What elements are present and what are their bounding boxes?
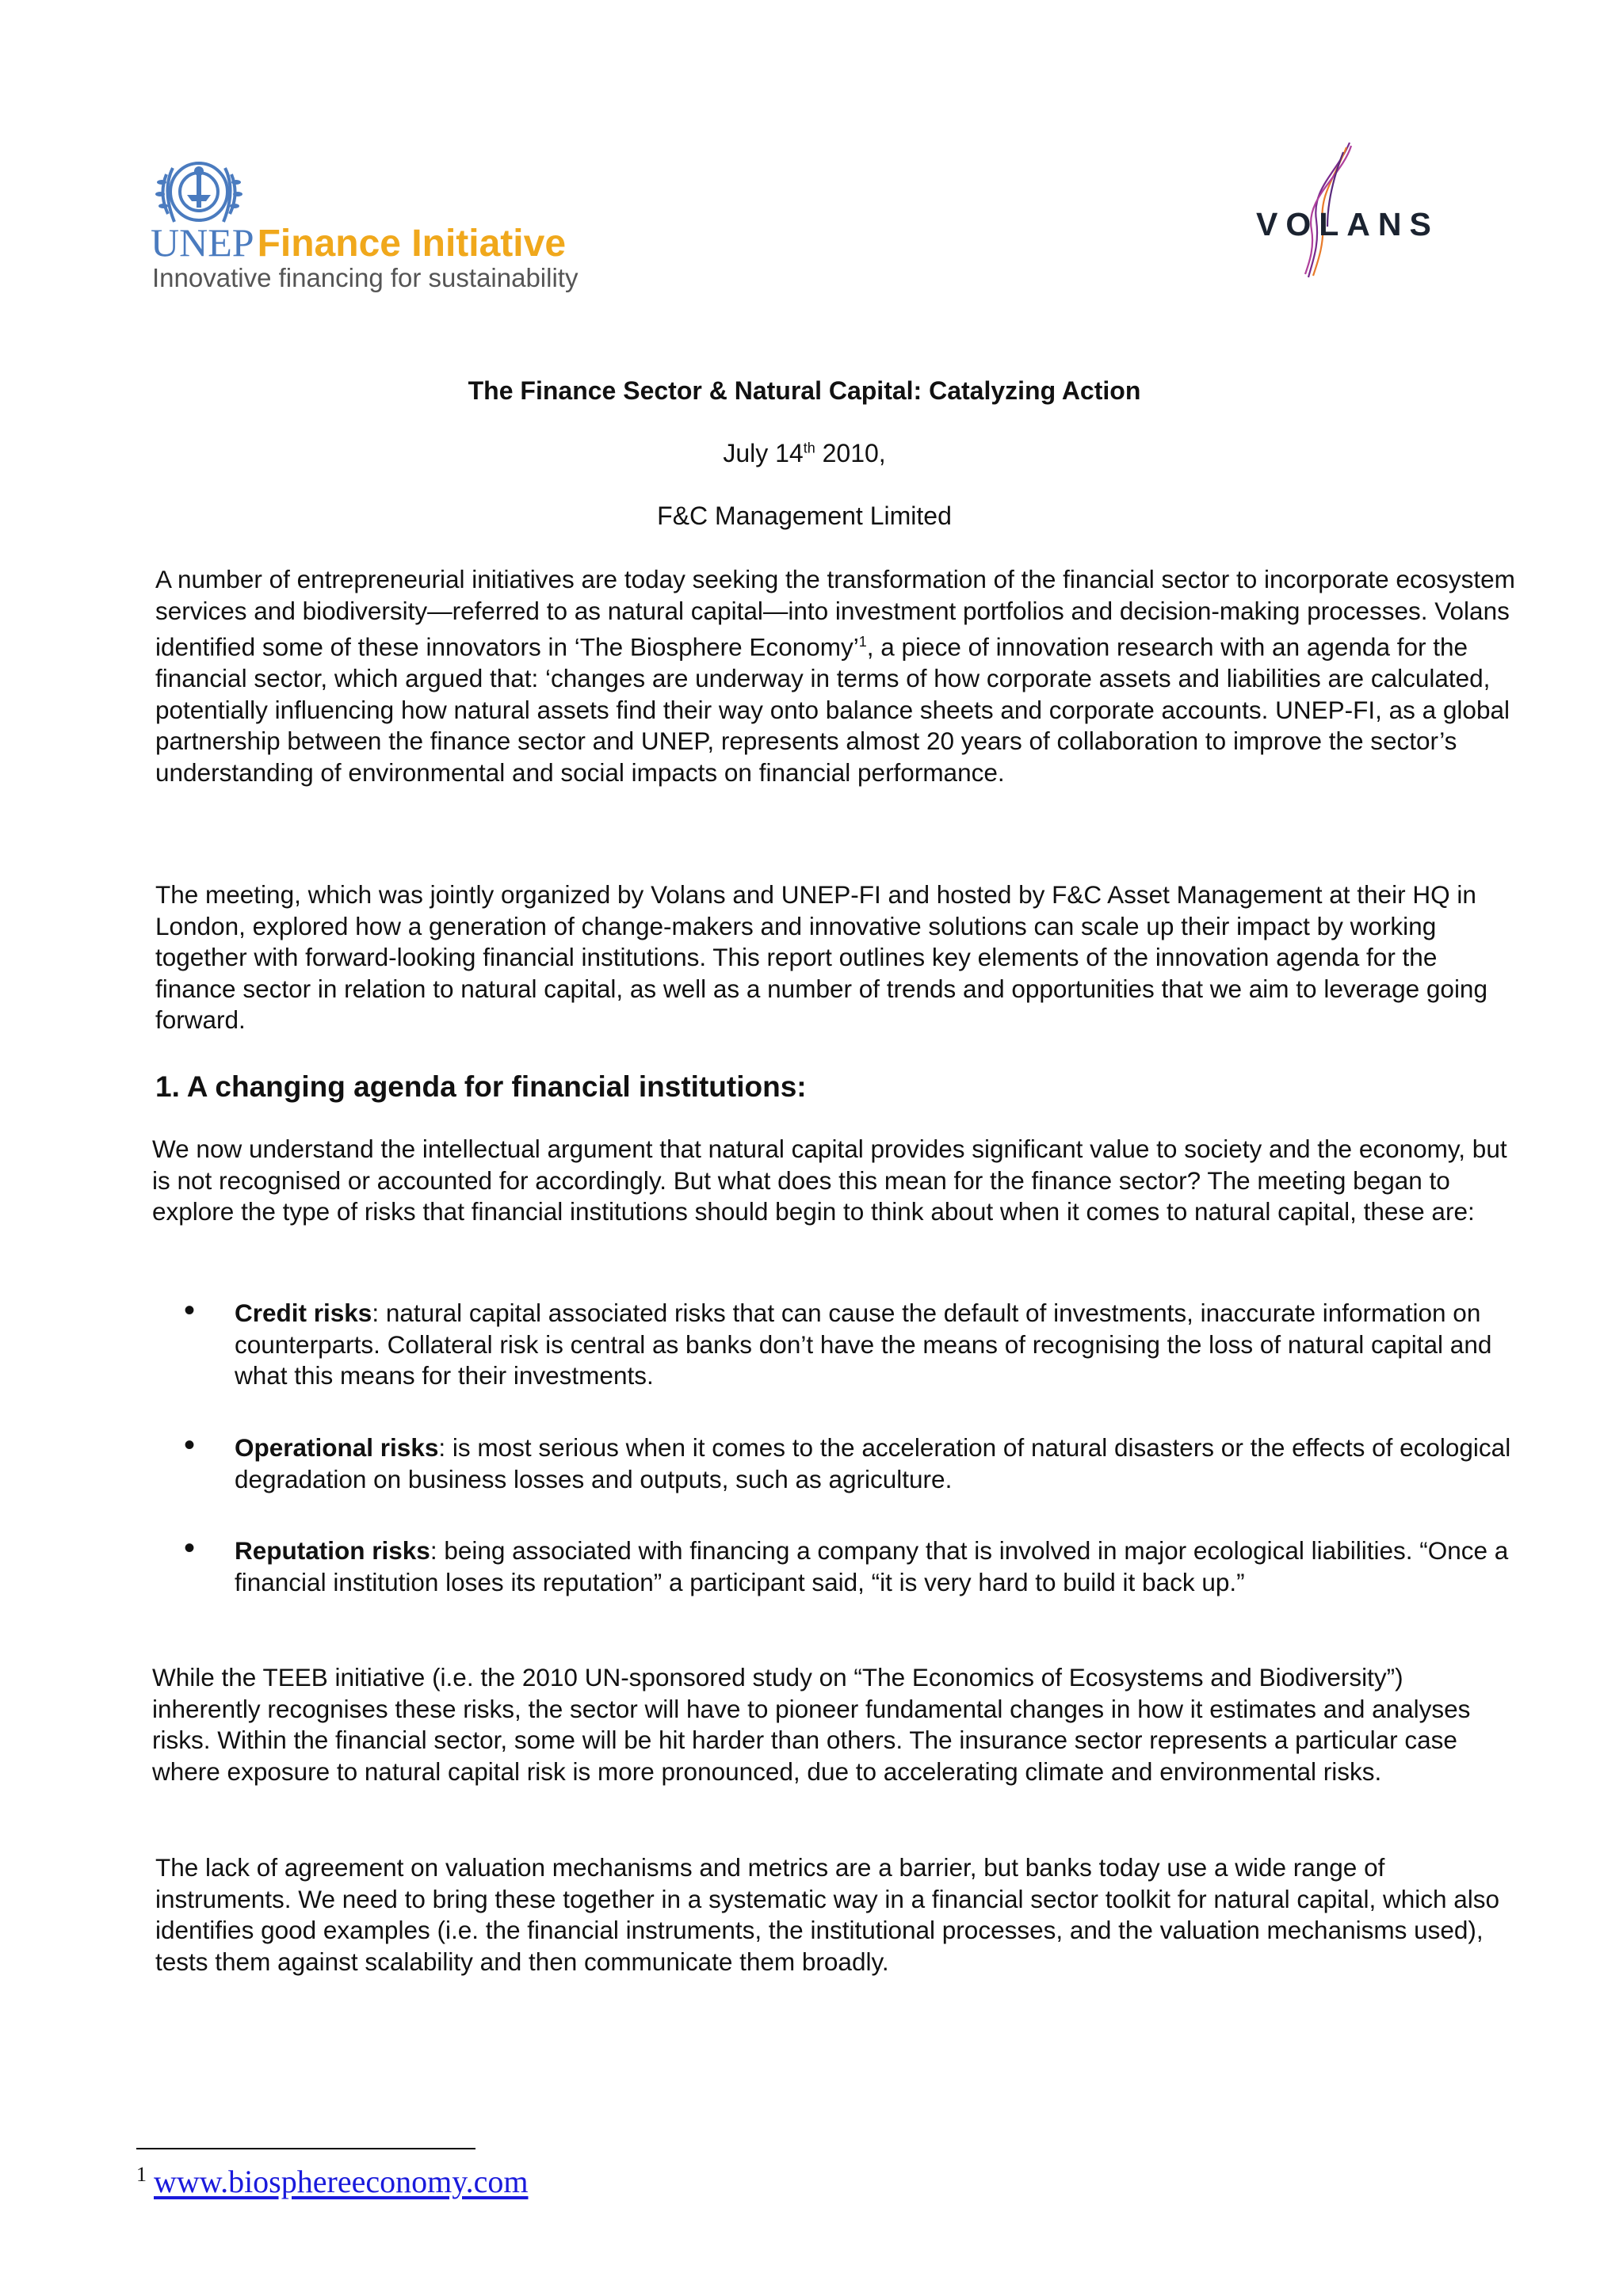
document-date: July 14th 2010, — [723, 439, 886, 467]
bullet-icon: • — [184, 1428, 196, 1463]
section-heading: 1. A changing agenda for financial institutions: — [155, 1070, 807, 1103]
section1-paragraph-2: While the TEEB initiative (i.e. the 2010 UN-sponsored study on “The Economics of Ecosystems and Biodiversity”) inherently recognises these risks, the sector will have to pioneer fundamental changes in how it estimates and analyses risks. Within the financial sector, some will be hit harder than others. The insurance sector represents a particular case where exposure to natural capital risk is more pronounced, due to accelerating climate and environmental risks. — [152, 1663, 1471, 1786]
unep-wordmark: UNEP — [151, 220, 254, 265]
footnote-ref[interactable]: 1 — [858, 634, 867, 650]
volans-wordmark: VOLANS — [1256, 206, 1439, 242]
host-name: F&C Management Limited — [657, 502, 952, 530]
footnote-link[interactable]: www.biosphereeconomy.com — [154, 2164, 529, 2199]
unep-tagline: Innovative financing for sustainability — [152, 263, 579, 292]
section1-paragraph-3: The lack of agreement on valuation mechanisms and metrics are a barrier, but banks today use a wide range of instruments. We need to bring these together in a systematic way in a financial sector toolkit for natural capital, which also identifies good examples (i.e. the financial instruments, the institutional processes, and the valuation mechanisms used), tests them against scalability and then communicate them broadly. — [155, 1853, 1500, 1976]
unep-fi-logo — [151, 151, 626, 293]
footnote-divider — [136, 2148, 475, 2149]
volans-logo — [1256, 141, 1462, 284]
document-title: The Finance Sector & Natural Capital: Catalyzing Action — [468, 376, 1141, 405]
footnote-number: 1 — [136, 2163, 147, 2186]
intro-paragraph-2: The meeting, which was jointly organized by Volans and UNEP-FI and hosted by F&C Asset Management at their HQ in London, explored how a generation of change-makers and innovative solutions can scale up their impact by working together with forward-looking financial institutions. This report outlines key elements of the innovation agenda for the finance sector in relation to natural capital, as well as a number of trends and opportunities that we aim to leverage going forward. — [155, 880, 1487, 1034]
bullet-icon: • — [184, 1531, 196, 1566]
bullet-icon: • — [184, 1293, 196, 1328]
finance-initiative-wordmark: Finance Initiative — [257, 223, 567, 265]
intro-paragraph-1: A number of entrepreneurial initiatives are today seeking the transformation of the financial sector to incorporate ecosystem services and biodiversity—referred to as natural capital—into investment portfolios and decision-making processes. Volans identified some of these innovators in ‘The Biosphere Economy’$^1$, a piece of innovation research with an agenda for the financial sector, which argued that: ‘changes are underway in terms of how corporate assets and liabilities are calculated, potentially influencing how natural assets find their way onto balance sheets and corporate accounts. UNEP-FI, as a global partnership between the finance sector and UNEP, represents almost 20 years of collaboration to improve the sector’s understanding of environmental and social impacts on financial performance. — [155, 565, 1515, 787]
section1-paragraph-1: We now understand the intellectual argument that natural capital provides significant value to society and the economy, but is not recognised or accounted for accordingly. But what does this mean for the finance sector? The meeting began to explore the type of risks that financial institutions should begin to think about when it comes to natural capital, these are: — [152, 1135, 1507, 1226]
